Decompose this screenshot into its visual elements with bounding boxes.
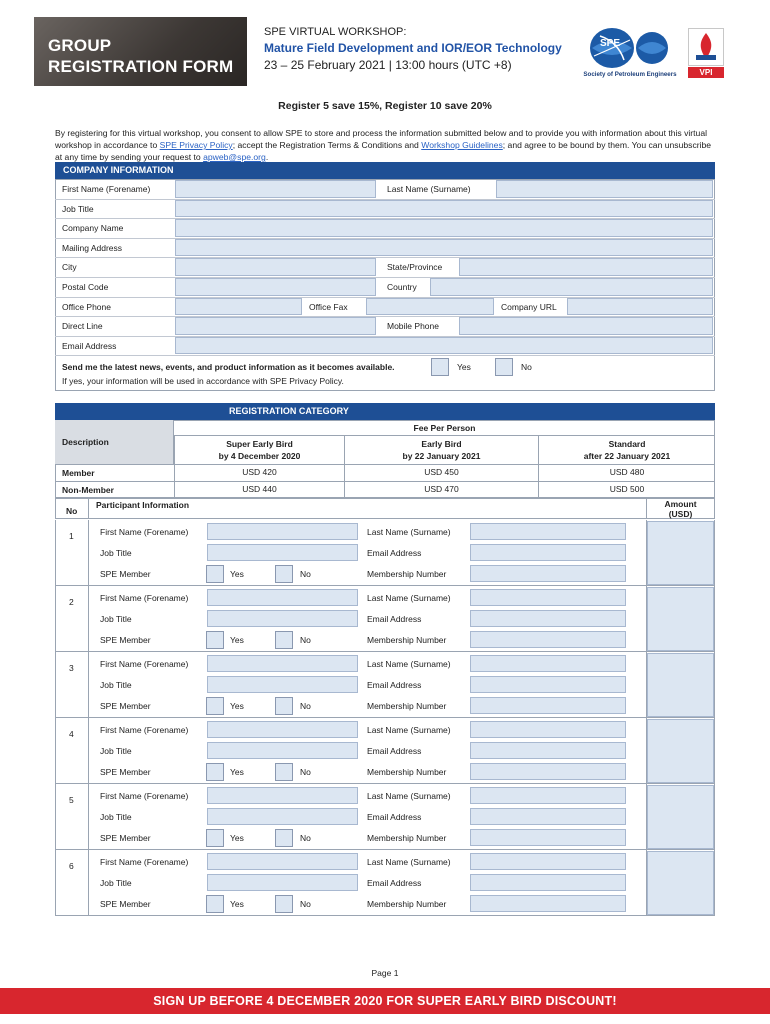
news-no-checkbox[interactable]: [495, 358, 513, 376]
spe-member-yes-label: Yes: [230, 635, 244, 645]
registration-heading-band: [55, 403, 715, 420]
participant-email-input[interactable]: [470, 874, 626, 891]
amount-input[interactable]: [647, 587, 714, 651]
participant-email-label: Email Address: [367, 680, 422, 690]
news-opt-in-text: Send me the latest news, events, and product information as it becomes available.: [62, 362, 395, 373]
participant-first-name-label: First Name (Forename): [100, 857, 189, 867]
company-label-mailing-address: Mailing Address: [62, 242, 123, 253]
company-input-field[interactable]: [175, 337, 713, 355]
form-title: [34, 17, 247, 86]
tier-name: Early Bird: [421, 439, 462, 449]
spe-member-no-label: No: [300, 569, 311, 579]
company-input-field[interactable]: [459, 258, 713, 276]
participant-email-input[interactable]: [470, 610, 626, 627]
company-label-direct-line: Direct Line: [62, 321, 103, 332]
participant-first-name-input[interactable]: [207, 589, 358, 606]
company-input-field[interactable]: [366, 298, 494, 316]
participant-membership-number-label: Membership Number: [367, 899, 447, 909]
tier-header: [174, 436, 344, 464]
participant-first-name-label: First Name (Forename): [100, 791, 189, 801]
company-label-office-fax: Office Fax: [309, 301, 348, 312]
consent-part4: .: [265, 152, 269, 162]
participant-spe-member-label: SPE Member: [100, 767, 151, 777]
participant-first-name-input[interactable]: [207, 787, 358, 804]
participant-number: 2: [69, 597, 74, 607]
column-divider: [88, 718, 89, 784]
participant-last-name-label: Last Name (Surname): [367, 593, 451, 603]
spe-member-yes-label: Yes: [230, 833, 244, 843]
participant-membership-number-label: Membership Number: [367, 767, 447, 777]
company-label-company-url: Company URL: [501, 301, 557, 312]
spe-member-no-label: No: [300, 833, 311, 843]
participant-last-name-label: Last Name (Surname): [367, 527, 451, 537]
company-input-field[interactable]: [175, 298, 302, 316]
spe-member-no-checkbox[interactable]: [275, 763, 293, 781]
spe-member-yes-checkbox[interactable]: [206, 565, 224, 583]
spe-member-yes-label: Yes: [230, 701, 244, 711]
company-input-field[interactable]: [175, 180, 376, 198]
participant-first-name-label: First Name (Forename): [100, 659, 189, 669]
tier-name: Super Early Bird: [226, 439, 293, 449]
participant-job-title-input[interactable]: [207, 544, 358, 561]
description-header: Description: [62, 437, 109, 447]
participant-first-name-input[interactable]: [207, 655, 358, 672]
spe-member-no-label: No: [300, 701, 311, 711]
news-yes-checkbox[interactable]: [431, 358, 449, 376]
company-input-field[interactable]: [459, 317, 713, 335]
spe-member-no-checkbox[interactable]: [275, 631, 293, 649]
participant-number: 5: [69, 795, 74, 805]
participant-membership-number-input[interactable]: [470, 763, 626, 780]
event-date: 23 – 25 February 2021 | 13:00 hours (UTC +8): [264, 58, 512, 72]
spe-member-yes-label: Yes: [230, 569, 244, 579]
amount-header: [646, 499, 715, 519]
participant-number: 6: [69, 861, 74, 871]
participant-job-title-label: Job Title: [100, 614, 132, 624]
participant-email-input[interactable]: [470, 742, 626, 759]
spe-logo-text: Society of Petroleum Engineers: [583, 71, 677, 78]
tier-date: after 22 January 2021: [583, 451, 671, 461]
workshop-guidelines-link[interactable]: Workshop Guidelines: [421, 140, 503, 150]
participant-info-header: Participant Information: [96, 500, 190, 510]
amount-header-line1: Amount: [664, 499, 697, 509]
participant-first-name-label: First Name (Forename): [100, 725, 189, 735]
fee-row-label: Member: [62, 468, 95, 478]
participant-membership-number-input[interactable]: [470, 565, 626, 582]
participant-last-name-input[interactable]: [470, 589, 626, 606]
privacy-note: If yes, your information will be used in accordance with SPE Privacy Policy.: [62, 376, 344, 387]
news-yes-label: Yes: [457, 362, 471, 373]
fee-value: USD 450: [344, 464, 538, 481]
consent-part3: ; and agree to be bound by them. You can unsubscribe at any time by sending your request to: [55, 140, 712, 162]
participant-spe-member-label: SPE Member: [100, 635, 151, 645]
consent-part2: ; accept the Registration Terms & Conditions and: [232, 140, 422, 150]
fee-value: USD 440: [174, 481, 344, 498]
amount-input[interactable]: [647, 521, 714, 585]
participant-number: 4: [69, 729, 74, 739]
fee-per-person-header: Fee Per Person: [174, 420, 715, 436]
company-label-office-phone: Office Phone: [62, 301, 111, 312]
column-divider: [88, 850, 89, 916]
participant-email-label: Email Address: [367, 548, 422, 558]
participant-first-name-input[interactable]: [207, 523, 358, 540]
participant-membership-number-input[interactable]: [470, 697, 626, 714]
tier-header: [344, 436, 538, 464]
registration-heading: REGISTRATION CATEGORY: [229, 406, 349, 416]
participant-last-name-input[interactable]: [470, 523, 626, 540]
privacy-policy-link[interactable]: SPE Privacy Policy: [159, 140, 233, 150]
participant-last-name-label: Last Name (Surname): [367, 857, 451, 867]
spe-logo-badge: SPE: [600, 38, 621, 49]
participant-email-label: Email Address: [367, 812, 422, 822]
participant-job-title-input[interactable]: [207, 874, 358, 891]
spe-member-no-checkbox[interactable]: [275, 895, 293, 913]
company-label-country: Country: [387, 282, 417, 292]
participant-job-title-input[interactable]: [207, 742, 358, 759]
company-label-email: Email Address: [62, 340, 117, 351]
participant-last-name-label: Last Name (Surname): [367, 725, 451, 735]
fee-row-label: Non-Member: [62, 485, 114, 495]
participant-spe-member-label: SPE Member: [100, 833, 151, 843]
participant-job-title-label: Job Title: [100, 548, 132, 558]
company-label-company-name: Company Name: [62, 223, 124, 234]
company-input-field[interactable]: [496, 180, 713, 198]
company-input-field[interactable]: [567, 298, 713, 316]
fee-value: USD 480: [538, 464, 715, 481]
participant-last-name-input[interactable]: [470, 721, 626, 738]
participant-email-input[interactable]: [470, 544, 626, 561]
consent-part1: By registering for this virtual workshop, you consent to allow SPE to store and process the information submitted below and to provide you with information about this virtual workshop in accordance to: [55, 128, 708, 150]
column-divider: [88, 784, 89, 850]
participant-job-title-label: Job Title: [100, 680, 132, 690]
participant-job-title-label: Job Title: [100, 878, 132, 888]
spe-member-no-label: No: [300, 635, 311, 645]
news-no-label: No: [521, 362, 532, 373]
fee-value: USD 470: [344, 481, 538, 498]
participant-membership-number-input[interactable]: [470, 895, 626, 912]
participant-email-label: Email Address: [367, 746, 422, 756]
spe-member-yes-label: Yes: [230, 767, 244, 777]
participant-email-label: Email Address: [367, 878, 422, 888]
spe-member-yes-checkbox[interactable]: [206, 763, 224, 781]
amount-header-line2: (USD): [668, 509, 693, 519]
company-input-field[interactable]: [430, 278, 713, 296]
spe-member-no-checkbox[interactable]: [275, 829, 293, 847]
column-divider: [88, 520, 89, 586]
participant-job-title-input[interactable]: [207, 808, 358, 825]
participant-membership-number-label: Membership Number: [367, 701, 447, 711]
participant-first-name-label: First Name (Forename): [100, 593, 189, 603]
participant-first-name-input[interactable]: [207, 853, 358, 870]
participant-job-title-label: Job Title: [100, 746, 132, 756]
fee-value: USD 420: [174, 464, 344, 481]
company-input-field[interactable]: [175, 278, 376, 296]
consent-text: [55, 127, 717, 163]
event-title: Mature Field Development and IOR/EOR Technology: [264, 41, 562, 55]
form-title-line1: GROUP: [48, 36, 112, 55]
participant-number: 3: [69, 663, 74, 673]
promo-text: Register 5 save 15%, Register 10 save 20%: [278, 100, 492, 112]
participant-membership-number-label: Membership Number: [367, 569, 447, 579]
company-label-job-title: Job Title: [62, 203, 94, 214]
row-divider: [55, 355, 715, 356]
spe-member-yes-checkbox[interactable]: [206, 697, 224, 715]
company-input-field[interactable]: [175, 317, 376, 335]
participant-job-title-input[interactable]: [207, 676, 358, 693]
company-label-first-name: First Name (Forename): [62, 184, 151, 194]
participant-last-name-input[interactable]: [470, 655, 626, 672]
participant-email-label: Email Address: [367, 614, 422, 624]
spe-member-no-label: No: [300, 767, 311, 777]
spe-member-yes-checkbox[interactable]: [206, 829, 224, 847]
spe-member-no-checkbox[interactable]: [275, 697, 293, 715]
company-input-field[interactable]: [175, 239, 713, 257]
participant-last-name-input[interactable]: [470, 787, 626, 804]
participant-job-title-input[interactable]: [207, 610, 358, 627]
vpi-label: VPI: [688, 67, 724, 78]
company-input-field[interactable]: [175, 258, 376, 276]
company-info-heading: COMPANY INFORMATION: [55, 162, 715, 179]
participant-last-name-label: Last Name (Surname): [367, 659, 451, 669]
column-divider: [88, 652, 89, 718]
column-divider: [88, 498, 89, 519]
participant-email-input[interactable]: [470, 808, 626, 825]
spe-logo: [578, 26, 682, 82]
participant-first-name-input[interactable]: [207, 721, 358, 738]
early-bird-banner: SIGN UP BEFORE 4 DECEMBER 2020 FOR SUPER EARLY BIRD DISCOUNT!: [0, 988, 770, 1014]
participant-membership-number-label: Membership Number: [367, 833, 447, 843]
tier-name: Standard: [608, 439, 646, 449]
email-link[interactable]: apweb@spe.org: [203, 152, 266, 162]
tier-date: by 22 January 2021: [402, 451, 481, 461]
spe-member-yes-label: Yes: [230, 899, 244, 909]
spe-member-yes-checkbox[interactable]: [206, 631, 224, 649]
spe-member-yes-checkbox[interactable]: [206, 895, 224, 913]
company-label-state: State/Province: [387, 262, 443, 273]
participant-membership-number-input[interactable]: [470, 631, 626, 648]
participant-spe-member-label: SPE Member: [100, 899, 151, 909]
no-column-header: No: [66, 506, 78, 516]
vpi-logo: [688, 28, 724, 78]
participant-spe-member-label: SPE Member: [100, 701, 151, 711]
amount-input[interactable]: [647, 851, 714, 915]
amount-input[interactable]: [647, 653, 714, 717]
participant-email-input[interactable]: [470, 676, 626, 693]
page-number: Page 1: [371, 968, 399, 978]
company-input-field[interactable]: [175, 200, 713, 218]
company-label-postal-code: Postal Code: [62, 282, 109, 292]
company-label-mobile-phone: Mobile Phone: [387, 321, 439, 332]
amount-input[interactable]: [647, 719, 714, 783]
spe-member-no-label: No: [300, 899, 311, 909]
company-label-last-name: Last Name (Surname): [387, 184, 471, 194]
fee-value: USD 500: [538, 481, 715, 498]
participant-last-name-label: Last Name (Surname): [367, 791, 451, 801]
amount-input[interactable]: [647, 785, 714, 849]
participant-last-name-input[interactable]: [470, 853, 626, 870]
event-kind: SPE VIRTUAL WORKSHOP:: [264, 26, 407, 38]
spe-member-no-checkbox[interactable]: [275, 565, 293, 583]
participant-job-title-label: Job Title: [100, 812, 132, 822]
company-input-field[interactable]: [175, 219, 713, 237]
column-divider: [88, 586, 89, 652]
participant-membership-number-input[interactable]: [470, 829, 626, 846]
form-title-line2: REGISTRATION FORM: [48, 57, 234, 76]
participant-membership-number-label: Membership Number: [367, 635, 447, 645]
tier-date: by 4 December 2020: [218, 451, 301, 461]
participant-number: 1: [69, 531, 74, 541]
company-label-city: City: [62, 262, 77, 273]
participant-spe-member-label: SPE Member: [100, 569, 151, 579]
tier-header: [538, 436, 715, 464]
participant-first-name-label: First Name (Forename): [100, 527, 189, 537]
